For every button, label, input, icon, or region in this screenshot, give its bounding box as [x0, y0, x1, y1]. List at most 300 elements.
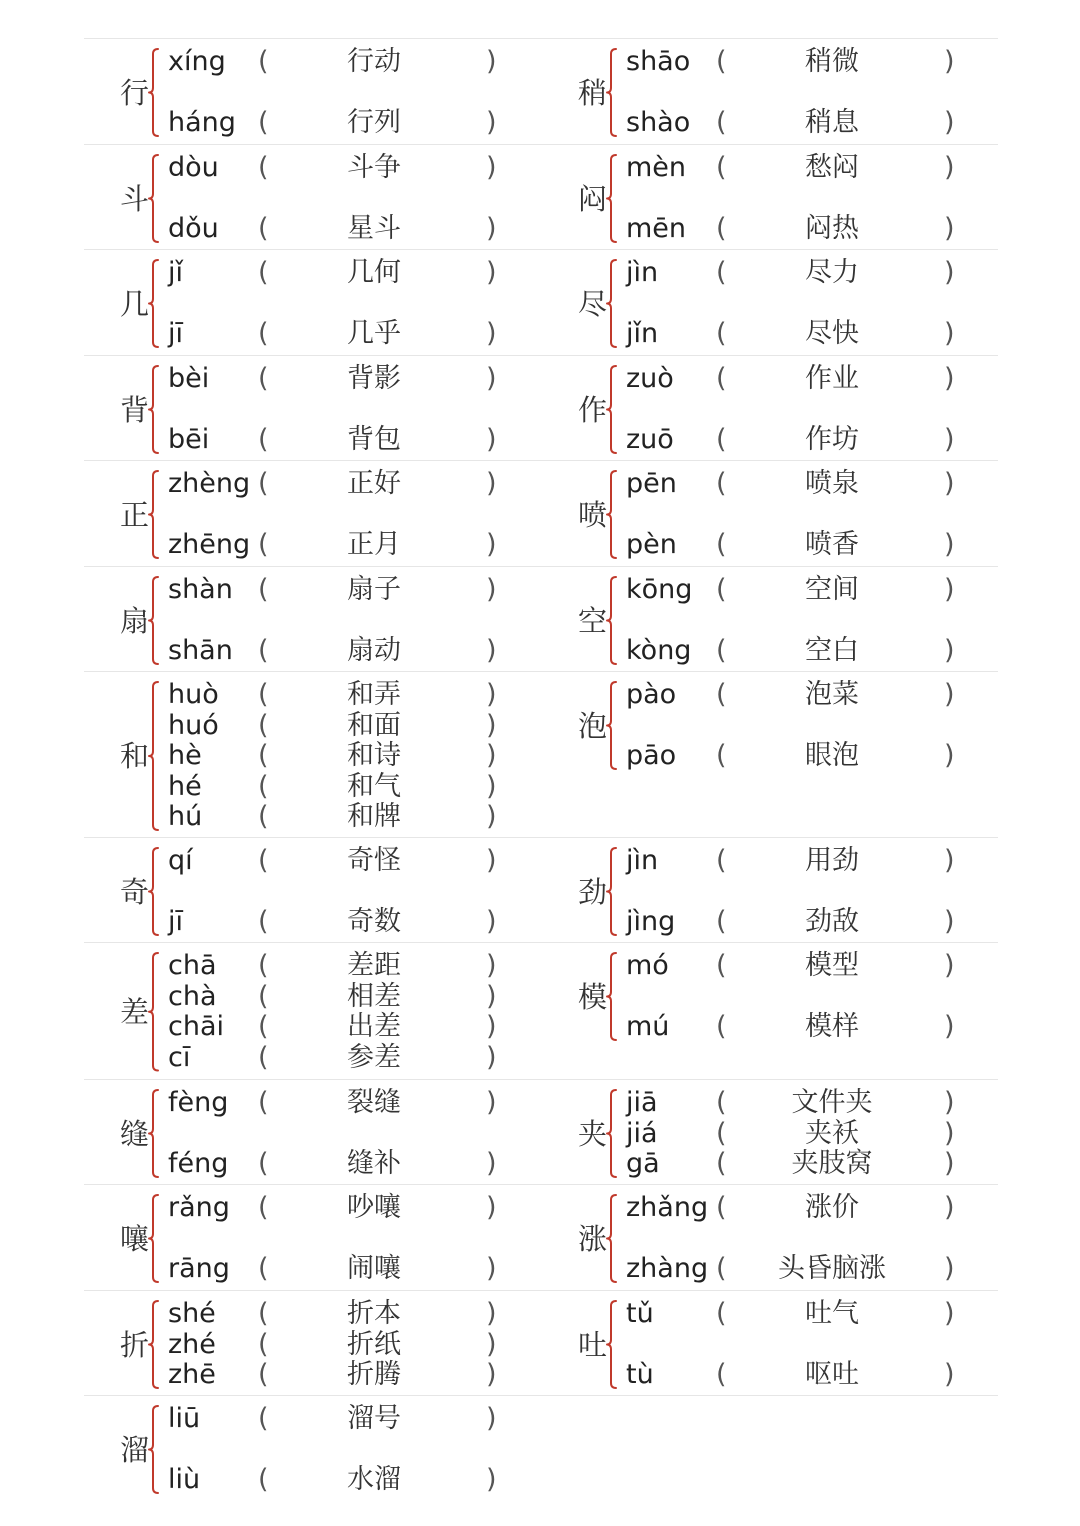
example-word: 空白: [805, 635, 859, 666]
reading-line: [542, 46, 962, 78]
reading-line: [84, 1192, 504, 1224]
example-word: 折纸: [347, 1328, 401, 1360]
pinyin: jìn: [626, 845, 659, 876]
open-paren: (: [258, 1464, 269, 1495]
polyphonic-character: 扇: [120, 603, 150, 638]
open-paren: (: [258, 1253, 269, 1284]
pinyin: jī: [168, 906, 184, 937]
open-paren: (: [258, 1403, 269, 1434]
polyphonic-character: 吐: [578, 1327, 608, 1362]
open-paren: (: [716, 845, 727, 876]
reading-line: [542, 1011, 962, 1043]
open-paren: (: [258, 770, 269, 802]
pinyin: zhàng: [626, 1253, 709, 1284]
pinyin: qí: [168, 845, 193, 876]
reading-line: [542, 318, 962, 350]
pinyin: zuō: [626, 424, 674, 455]
open-paren: (: [258, 1328, 269, 1360]
character-row: [84, 38, 998, 145]
open-paren: (: [716, 950, 727, 981]
pinyin: háng: [168, 107, 236, 138]
pinyin: huó: [168, 709, 219, 741]
close-paren: ): [486, 906, 497, 937]
example-word: 闷热: [805, 213, 859, 244]
open-paren: (: [258, 1359, 269, 1390]
reading-line: [84, 1087, 504, 1119]
polyphonic-character: 几: [120, 286, 150, 321]
reading-line: [84, 801, 504, 833]
open-paren: (: [258, 801, 269, 832]
open-paren: (: [716, 213, 727, 244]
open-paren: (: [258, 980, 269, 1012]
close-paren: ): [944, 1192, 955, 1223]
character-row: [84, 1184, 998, 1291]
character-entry: [84, 356, 524, 461]
close-paren: ): [944, 1148, 955, 1179]
example-word: 裂缝: [347, 1087, 401, 1118]
character-row: [84, 1290, 998, 1396]
character-entry: [542, 672, 982, 838]
character-entry: [542, 250, 982, 356]
close-paren: ): [486, 1253, 497, 1284]
close-paren: ): [486, 950, 497, 981]
open-paren: (: [716, 1298, 727, 1329]
polyphonic-character: 折: [120, 1327, 150, 1362]
polyphonic-character: 斗: [120, 181, 150, 216]
polyphonic-character: 嚷: [120, 1221, 150, 1256]
character-entry: [542, 567, 982, 672]
pinyin: tù: [626, 1359, 654, 1390]
open-paren: (: [258, 845, 269, 876]
reading-line: [84, 1253, 504, 1285]
example-word: 星斗: [347, 213, 401, 244]
example-word: 和弄: [347, 679, 401, 710]
open-paren: (: [258, 529, 269, 560]
open-paren: (: [258, 709, 269, 741]
character-entry: [84, 672, 524, 838]
example-word: 正好: [347, 468, 401, 499]
open-paren: (: [258, 1298, 269, 1329]
reading-line: [84, 1298, 504, 1330]
reading-line: [84, 574, 504, 606]
pinyin: dòu: [168, 152, 219, 183]
reading-line: [84, 529, 504, 561]
example-word: 尽快: [805, 318, 859, 349]
open-paren: (: [258, 906, 269, 937]
open-paren: (: [716, 740, 727, 771]
reading-line: [542, 950, 962, 982]
reading-line: [84, 1464, 504, 1496]
close-paren: ): [944, 1253, 955, 1284]
close-paren: ): [486, 468, 497, 499]
example-word: 溜号: [347, 1403, 401, 1434]
reading-line: [542, 152, 962, 184]
close-paren: ): [944, 257, 955, 288]
reading-line: [84, 845, 504, 877]
close-paren: ): [486, 1359, 497, 1390]
character-row: [84, 249, 998, 356]
reading-line: [84, 981, 504, 1013]
close-paren: ): [486, 1011, 497, 1042]
character-entry: [542, 838, 982, 943]
character-entry: [84, 250, 524, 356]
example-word: 闹嚷: [347, 1253, 401, 1284]
polyphonic-character: 劲: [578, 874, 608, 909]
reading-line: [542, 1192, 962, 1224]
character-entry: [84, 943, 524, 1080]
close-paren: ): [944, 1298, 955, 1329]
reading-line: [84, 46, 504, 78]
example-word: 用劲: [805, 845, 859, 876]
pinyin: gā: [626, 1148, 660, 1179]
polyphonic-character: 作: [578, 392, 608, 427]
example-word: 和诗: [347, 740, 401, 771]
reading-line: [84, 152, 504, 184]
example-word: 夹袄: [805, 1117, 859, 1149]
close-paren: ): [944, 46, 955, 77]
close-paren: ): [486, 424, 497, 455]
example-word: 奇数: [347, 906, 401, 937]
close-paren: ): [486, 1298, 497, 1329]
pinyin: pào: [626, 679, 677, 710]
reading-line: [84, 950, 504, 982]
character-row: [84, 1395, 998, 1501]
example-word: 折腾: [347, 1359, 401, 1390]
character-row: [84, 671, 998, 838]
close-paren: ): [944, 1011, 955, 1042]
example-word: 眼泡: [805, 740, 859, 771]
example-word: 差距: [347, 950, 401, 981]
reading-line: [542, 213, 962, 245]
example-word: 背影: [347, 363, 401, 394]
example-word: 愁闷: [805, 152, 859, 183]
close-paren: ): [486, 257, 497, 288]
polyphonic-character: 涨: [578, 1221, 608, 1256]
pinyin: jī: [168, 318, 184, 349]
character-entry: [84, 838, 524, 943]
open-paren: (: [258, 318, 269, 349]
open-paren: (: [716, 1192, 727, 1223]
close-paren: ): [944, 529, 955, 560]
pinyin: hè: [168, 740, 202, 771]
reading-line: [84, 1403, 504, 1435]
open-paren: (: [716, 1359, 727, 1390]
example-word: 模样: [805, 1011, 859, 1042]
reading-line: [84, 1042, 504, 1074]
pinyin: tǔ: [626, 1298, 654, 1329]
close-paren: ): [944, 318, 955, 349]
reading-line: [542, 1253, 962, 1285]
open-paren: (: [258, 213, 269, 244]
pinyin: mèn: [626, 152, 687, 183]
pinyin: rǎng: [168, 1192, 230, 1223]
reading-line: [84, 257, 504, 289]
close-paren: ): [944, 213, 955, 244]
reading-line: [84, 1148, 504, 1180]
example-word: 扇子: [347, 574, 401, 605]
close-paren: ): [486, 1087, 497, 1118]
character-entry: [542, 356, 982, 461]
close-paren: ): [944, 152, 955, 183]
example-word: 呕吐: [805, 1359, 859, 1390]
polyphonic-character: 夹: [578, 1116, 608, 1151]
reading-line: [542, 1298, 962, 1330]
open-paren: (: [716, 635, 727, 666]
close-paren: ): [486, 318, 497, 349]
pinyin: huò: [168, 679, 219, 710]
character-row: [84, 942, 998, 1080]
polyphonic-character: 行: [120, 75, 150, 110]
reading-line: [542, 574, 962, 606]
open-paren: (: [258, 1041, 269, 1073]
polyphonic-character: 稍: [578, 75, 608, 110]
close-paren: ): [486, 1464, 497, 1495]
reading-line: [542, 1118, 962, 1150]
example-word: 吐气: [805, 1298, 859, 1329]
polyphonic-character: 喷: [578, 497, 608, 532]
open-paren: (: [716, 574, 727, 605]
close-paren: ): [486, 845, 497, 876]
close-paren: ): [486, 1148, 497, 1179]
reading-line: [542, 1359, 962, 1391]
close-paren: ): [944, 468, 955, 499]
open-paren: (: [258, 635, 269, 666]
reading-line: [84, 1011, 504, 1043]
close-paren: ): [486, 801, 497, 832]
example-word: 背包: [347, 424, 401, 455]
close-paren: ): [486, 709, 497, 741]
open-paren: (: [258, 363, 269, 394]
polyphonic-character: 正: [120, 497, 150, 532]
close-paren: ): [944, 363, 955, 394]
open-paren: (: [716, 529, 727, 560]
close-paren: ): [944, 906, 955, 937]
close-paren: ): [486, 635, 497, 666]
open-paren: (: [258, 152, 269, 183]
reading-line: [84, 213, 504, 245]
character-entry: [542, 1080, 982, 1185]
pinyin: liū: [168, 1403, 201, 1434]
example-word: 几乎: [347, 318, 401, 349]
open-paren: (: [258, 257, 269, 288]
example-word: 相差: [347, 980, 401, 1012]
polyphonic-character: 溜: [120, 1432, 150, 1467]
example-word: 和牌: [347, 801, 401, 832]
pinyin: chà: [168, 980, 217, 1012]
polyphonic-character: 缝: [120, 1116, 150, 1151]
close-paren: ): [944, 424, 955, 455]
character-entry: [84, 1185, 524, 1291]
close-paren: ): [944, 845, 955, 876]
example-word: 夹肢窝: [791, 1148, 873, 1179]
reading-line: [84, 468, 504, 500]
pinyin: shān: [168, 635, 233, 666]
close-paren: ): [944, 574, 955, 605]
polyphonic-character: 尽: [578, 286, 608, 321]
pinyin: chā: [168, 950, 217, 981]
example-word: 正月: [347, 529, 401, 560]
close-paren: ): [486, 679, 497, 710]
character-row: [84, 566, 998, 672]
reading-line: [84, 771, 504, 803]
pinyin: xíng: [168, 46, 226, 77]
reading-line: [542, 635, 962, 667]
pinyin: pāo: [626, 740, 677, 771]
open-paren: (: [258, 424, 269, 455]
example-word: 行列: [347, 107, 401, 138]
close-paren: ): [944, 679, 955, 710]
pinyin: rāng: [168, 1253, 230, 1284]
open-paren: (: [716, 1253, 727, 1284]
pinyin: jiá: [626, 1117, 658, 1149]
pinyin: jǐ: [168, 257, 184, 288]
character-entry: [84, 1080, 524, 1185]
pinyin: mēn: [626, 213, 687, 244]
pinyin: zhē: [168, 1359, 216, 1390]
pinyin: chāi: [168, 1011, 225, 1042]
open-paren: (: [716, 152, 727, 183]
open-paren: (: [716, 1148, 727, 1179]
pinyin: zuò: [626, 363, 674, 394]
close-paren: ): [486, 152, 497, 183]
character-entry: [542, 145, 982, 250]
close-paren: ): [486, 1041, 497, 1073]
open-paren: (: [258, 574, 269, 605]
reading-line: [84, 424, 504, 456]
close-paren: ): [944, 1117, 955, 1149]
character-row: [84, 460, 998, 567]
character-entry: [542, 943, 982, 1080]
example-word: 参差: [347, 1041, 401, 1073]
close-paren: ): [486, 770, 497, 802]
pinyin: kōng: [626, 574, 693, 605]
example-word: 涨价: [805, 1192, 859, 1223]
open-paren: (: [258, 1087, 269, 1118]
reading-line: [542, 679, 962, 711]
pinyin: zhé: [168, 1328, 216, 1360]
pinyin: shào: [626, 107, 691, 138]
reading-line: [84, 1359, 504, 1391]
character-entry: [542, 39, 982, 145]
pinyin: cī: [168, 1041, 191, 1073]
close-paren: ): [944, 740, 955, 771]
pinyin: mó: [626, 950, 669, 981]
open-paren: (: [716, 363, 727, 394]
example-word: 几何: [347, 257, 401, 288]
open-paren: (: [258, 107, 269, 138]
reading-line: [542, 906, 962, 938]
close-paren: ): [486, 1192, 497, 1223]
pinyin: shāo: [626, 46, 691, 77]
close-paren: ): [944, 1087, 955, 1118]
example-word: 模型: [805, 950, 859, 981]
reading-line: [84, 740, 504, 772]
character-entry: [84, 39, 524, 145]
polyphonic-character: 背: [120, 392, 150, 427]
close-paren: ): [486, 740, 497, 771]
pinyin: jìn: [626, 257, 659, 288]
pinyin: hú: [168, 801, 203, 832]
pinyin: jìng: [626, 906, 676, 937]
open-paren: (: [716, 46, 727, 77]
polyphonic-character: 和: [120, 739, 150, 773]
reading-line: [84, 107, 504, 139]
example-word: 水溜: [347, 1464, 401, 1495]
pinyin: jǐn: [626, 318, 659, 349]
example-word: 行动: [347, 46, 401, 77]
pinyin: zhǎng: [626, 1192, 709, 1223]
example-word: 和面: [347, 709, 401, 741]
reading-line: [542, 740, 962, 772]
polyphonic-character: 空: [578, 603, 608, 638]
close-paren: ): [486, 1403, 497, 1434]
open-paren: (: [258, 740, 269, 771]
open-paren: (: [716, 257, 727, 288]
character-entry: [542, 1291, 982, 1396]
character-entry: [542, 461, 982, 567]
pinyin: hé: [168, 770, 202, 802]
character-row: [84, 144, 998, 250]
character-entry: [84, 145, 524, 250]
reading-line: [84, 679, 504, 711]
example-word: 折本: [347, 1298, 401, 1329]
polyphonic-character: 泡: [578, 708, 608, 743]
open-paren: (: [258, 679, 269, 710]
character-entry: [84, 567, 524, 672]
example-word: 斗争: [347, 152, 401, 183]
example-word: 缝补: [347, 1148, 401, 1179]
reading-line: [84, 363, 504, 395]
close-paren: ): [944, 635, 955, 666]
example-word: 稍息: [805, 107, 859, 138]
open-paren: (: [716, 107, 727, 138]
reading-line: [84, 710, 504, 742]
close-paren: ): [486, 574, 497, 605]
polyphonic-character: 模: [578, 979, 608, 1014]
reading-line: [84, 318, 504, 350]
pinyin: pèn: [626, 529, 677, 560]
pinyin: bēi: [168, 424, 210, 455]
example-word: 奇怪: [347, 845, 401, 876]
reading-line: [542, 1148, 962, 1180]
reading-line: [542, 424, 962, 456]
reading-line: [542, 363, 962, 395]
pinyin: zhèng: [168, 468, 251, 499]
example-word: 文件夹: [791, 1087, 873, 1118]
open-paren: (: [258, 1192, 269, 1223]
example-word: 扇动: [347, 635, 401, 666]
character-row: [84, 1079, 998, 1185]
open-paren: (: [716, 318, 727, 349]
example-word: 尽力: [805, 257, 859, 288]
close-paren: ): [486, 529, 497, 560]
reading-line: [542, 257, 962, 289]
close-paren: ): [486, 1328, 497, 1360]
character-entry: [542, 1185, 982, 1291]
reading-line: [542, 468, 962, 500]
open-paren: (: [716, 906, 727, 937]
example-word: 作业: [805, 363, 859, 394]
pinyin: liù: [168, 1464, 201, 1495]
example-word: 空间: [805, 574, 859, 605]
open-paren: (: [258, 468, 269, 499]
close-paren: ): [486, 363, 497, 394]
character-row: [84, 837, 998, 943]
polyphonic-character: 奇: [120, 874, 150, 909]
pinyin: zhēng: [168, 529, 251, 560]
close-paren: ): [944, 107, 955, 138]
reading-line: [84, 1329, 504, 1361]
